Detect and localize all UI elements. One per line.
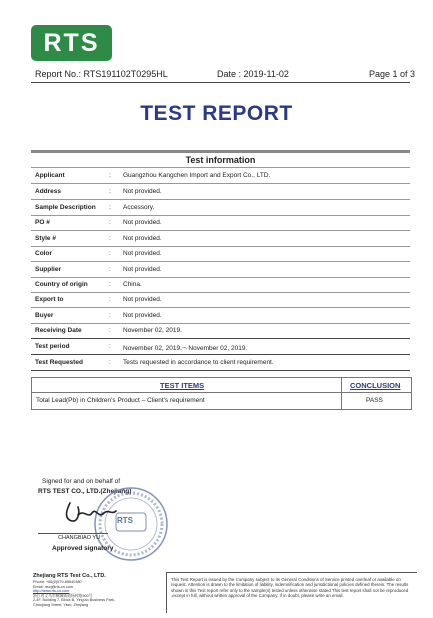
signature-line bbox=[38, 533, 108, 534]
row-separator: : bbox=[109, 327, 111, 334]
row-label: Applicant bbox=[35, 172, 65, 179]
footer-address-line2: Choujiang Street, Yiwu, Zhejiang bbox=[33, 602, 89, 607]
results-header-test-items: TEST ITEMS bbox=[160, 381, 205, 390]
row-value: November 02, 2019. bbox=[123, 327, 182, 334]
results-conclusion: PASS bbox=[366, 397, 383, 404]
results-item: Total Lead(Pb) in Children's Product – Client's requirement bbox=[36, 397, 205, 404]
row-label: Test Requested bbox=[35, 359, 83, 366]
row-value: November 02, 2019.～November 02, 2019. bbox=[123, 345, 248, 352]
info-row-buyer bbox=[31, 308, 410, 324]
row-label: Sample Description bbox=[35, 204, 96, 211]
footer-company-info bbox=[33, 573, 158, 608]
row-value: Not provided. bbox=[123, 296, 162, 303]
info-top-border bbox=[31, 150, 410, 153]
row-separator: : bbox=[109, 343, 111, 350]
signed-on-behalf-text: Signed for and on behalf of bbox=[42, 478, 121, 485]
row-separator: : bbox=[109, 312, 111, 319]
footer-phone: Phone: +86(0)579-85640380 bbox=[33, 580, 82, 584]
row-separator: : bbox=[109, 219, 111, 226]
row-label: Test period bbox=[35, 343, 70, 350]
row-label: Supplier bbox=[35, 266, 62, 273]
rts-logo: RTS bbox=[31, 25, 112, 61]
footer-disclaimer-box bbox=[166, 572, 417, 613]
row-label: Export to bbox=[35, 296, 64, 303]
row-value: Not provided. bbox=[123, 219, 162, 226]
row-separator: : bbox=[109, 296, 111, 303]
info-row-style bbox=[31, 231, 410, 247]
row-value: Not provided. bbox=[123, 235, 162, 242]
results-table bbox=[31, 377, 412, 410]
stamp-label: RTS bbox=[117, 516, 133, 525]
results-header-divider bbox=[32, 392, 411, 393]
info-row-country-of-origin bbox=[31, 277, 410, 293]
row-label: Buyer bbox=[35, 312, 54, 319]
row-value: Accessory. bbox=[123, 204, 155, 211]
info-row-export-to bbox=[31, 292, 410, 308]
footer-website-link[interactable]: http://www.rts-cn.com bbox=[33, 589, 70, 594]
handwritten-signature bbox=[58, 497, 118, 527]
signatory-role: Approved signatory bbox=[52, 545, 114, 552]
row-separator: : bbox=[109, 204, 111, 211]
row-label: Receiving Date bbox=[35, 327, 82, 334]
header-divider bbox=[31, 82, 410, 83]
footer-address-cn: 浙江省义乌市稠城街道杨村路300号 bbox=[33, 593, 93, 598]
row-label: Address bbox=[35, 188, 62, 195]
footer-disclaimer: This Test Report is issued by the Company subject to its General Conditions of Service printed overleaf or available on request. Attention is drawn to the limitation of liability, indemnification and jurisdictional policies defined therein. The results shown in this Test report refer only to the sample(s) tested unless otherwise stated This test report shall not be reproduced ,except in full, without written approval of the Company. If in doubt, please write an email. bbox=[171, 577, 409, 599]
results-column-divider bbox=[341, 378, 342, 409]
row-value: Not provided. bbox=[123, 312, 162, 319]
page-title: TEST REPORT bbox=[140, 102, 293, 125]
footer-address-line1: 2-4F, Building 7, Block B, Ying'ao Business Park, bbox=[33, 598, 115, 603]
report-date: Date : 2019-11-02 bbox=[217, 69, 289, 79]
info-row-color bbox=[31, 246, 410, 262]
footer-company-name: Zhejiang RTS Test Co., LTD. bbox=[33, 573, 106, 579]
info-row-supplier bbox=[31, 262, 410, 278]
row-value: China. bbox=[123, 281, 142, 288]
info-row-address bbox=[31, 184, 410, 200]
row-value: Tests requested in accordance to client requirement. bbox=[123, 359, 274, 366]
info-row-receiving-date bbox=[31, 323, 410, 339]
info-row-sample-description bbox=[31, 200, 410, 216]
row-separator: : bbox=[109, 172, 111, 179]
row-value: Not provided. bbox=[123, 250, 162, 257]
footer-email: Email: rtszj@rts-cn.com bbox=[33, 584, 74, 589]
info-row-po bbox=[31, 215, 410, 231]
report-number: Report No.: RTS191102T0295HL bbox=[35, 69, 168, 79]
row-label: Style # bbox=[35, 235, 56, 242]
info-row-test-period bbox=[31, 339, 410, 355]
row-separator: : bbox=[109, 235, 111, 242]
info-row-test-requested bbox=[31, 355, 410, 371]
info-section-title: Test information bbox=[185, 155, 256, 165]
row-label: Country of origin bbox=[35, 281, 88, 288]
row-separator: : bbox=[109, 266, 111, 273]
results-header-conclusion: CONCLUSION bbox=[350, 381, 401, 390]
row-separator: : bbox=[109, 188, 111, 195]
row-value: Not provided. bbox=[123, 266, 162, 273]
row-value: Not provided. bbox=[123, 188, 162, 195]
row-separator: : bbox=[109, 359, 111, 366]
row-label: PO # bbox=[35, 219, 50, 226]
signatory-name: CHANGBIAO YU bbox=[58, 535, 101, 541]
row-label: Color bbox=[35, 250, 52, 257]
row-value: Guangzhou Kangchen Import and Export Co., LTD. bbox=[123, 172, 271, 179]
row-separator: : bbox=[109, 250, 111, 257]
page-indicator: Page 1 of 3 bbox=[369, 69, 416, 79]
signing-company: RTS TEST CO., LTD.(Zhejiang) bbox=[38, 488, 132, 495]
row-separator: : bbox=[109, 281, 111, 288]
info-row-applicant bbox=[31, 168, 410, 184]
